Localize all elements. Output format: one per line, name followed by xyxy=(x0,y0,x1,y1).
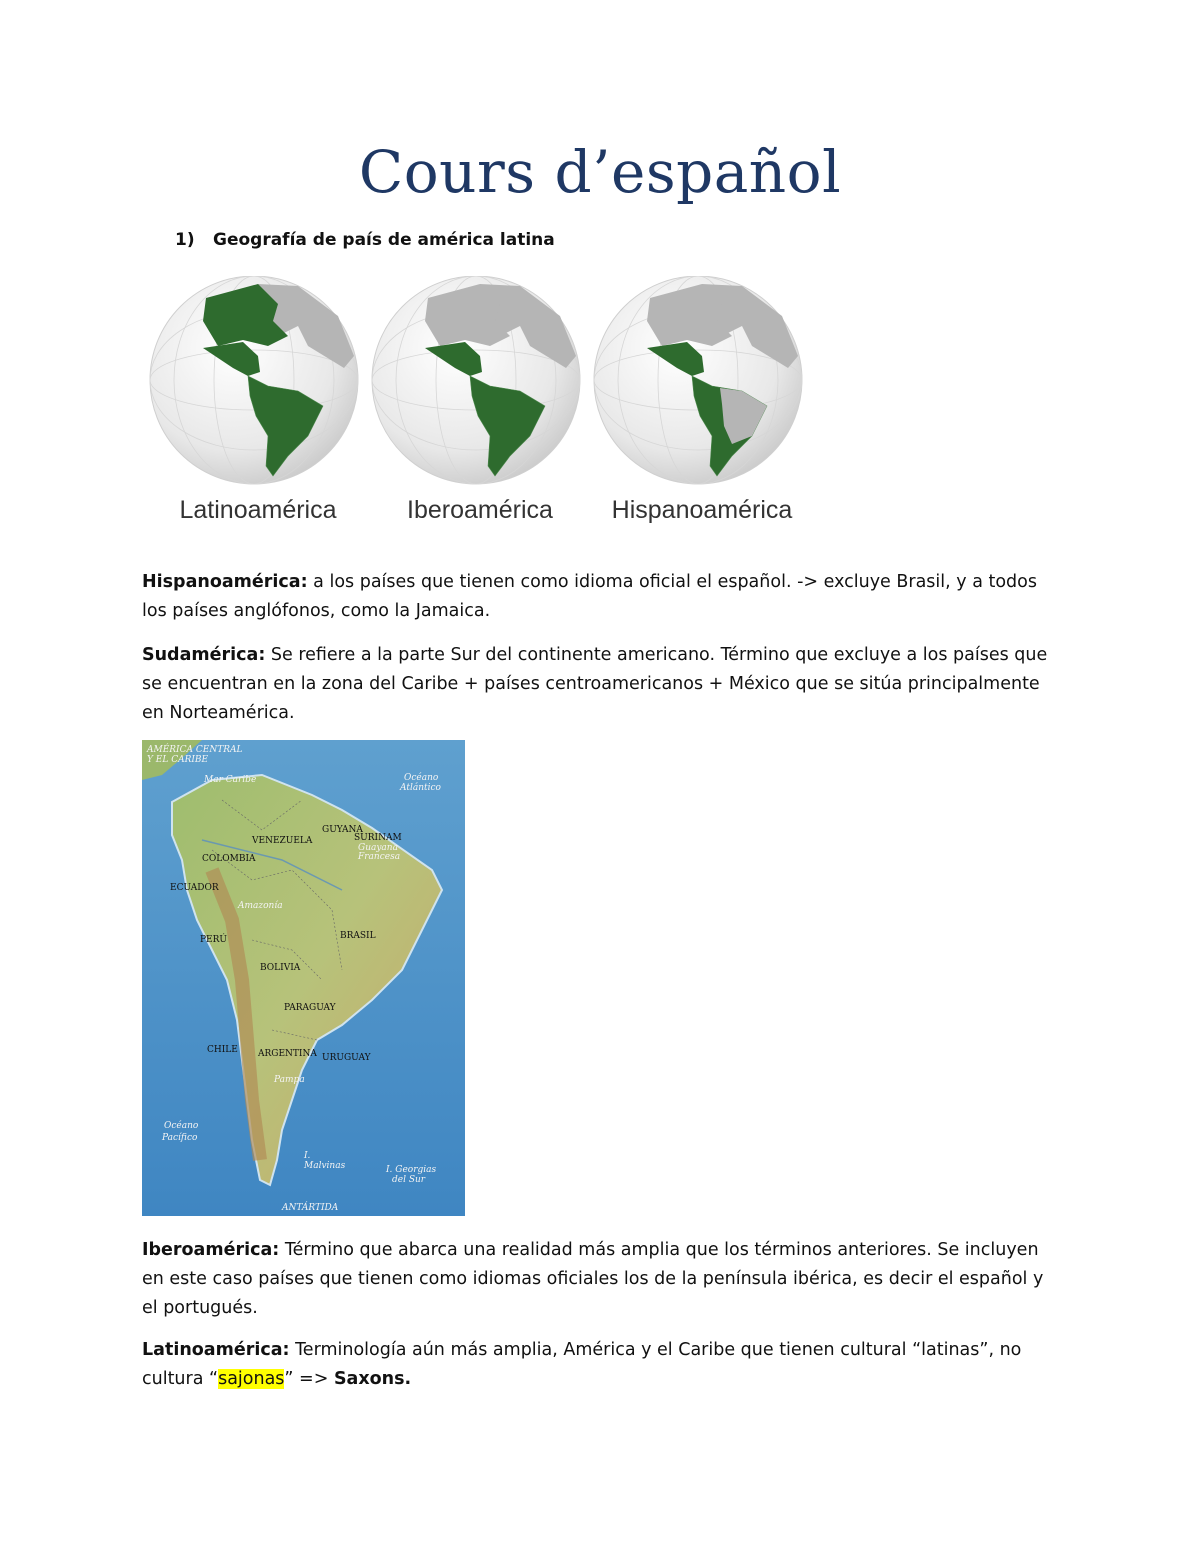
map-label: Malvinas xyxy=(304,1161,346,1171)
globe-latinoamerica-icon xyxy=(148,276,368,486)
map-label: Guayana xyxy=(358,843,398,853)
map-label: ARGENTINA xyxy=(258,1049,317,1059)
globe-label: Iberoamérica xyxy=(407,496,553,524)
map-label: COLOMBIA xyxy=(202,854,256,864)
section-heading-text: Geografía de país de américa latina xyxy=(213,230,555,250)
map-label: GUYANA xyxy=(322,825,363,835)
map-label: PERÚ xyxy=(200,935,227,945)
term-iberoamerica: Iberoamérica: xyxy=(142,1240,280,1260)
paragraph-latinoamerica xyxy=(142,1336,1062,1394)
paragraph-hispanoamerica xyxy=(142,568,1062,626)
definition-text: Terminología aún más amplia, América y el Caribe que tienen cultural “latinas”, no cultura “ xyxy=(142,1340,1022,1389)
map-label: del Sur xyxy=(392,1175,426,1185)
globe-iberoamerica xyxy=(370,276,590,536)
map-label: Francesa xyxy=(358,852,401,862)
definition-text: Se refiere a la parte Sur del continente americano. Término que excluye a los países que se encuentran en la zona del Caribe + países centroamericanos + México que se sitúa principalmente en Norteamérica. xyxy=(142,645,1048,723)
globe-label: Latinoamérica xyxy=(179,496,337,524)
map-label: Océano xyxy=(164,1121,199,1131)
globe-iberoamerica-icon xyxy=(370,276,590,486)
section-heading xyxy=(175,230,555,250)
map-label: Atlántico xyxy=(400,783,441,793)
map-label: Océano xyxy=(404,773,439,783)
map-label: SURINAM xyxy=(354,833,402,843)
south-america-map xyxy=(142,740,465,1216)
map-label: ANTÁRTIDA xyxy=(282,1203,339,1213)
paragraph-iberoamerica xyxy=(142,1236,1062,1323)
term-sudamerica: Sudamérica: xyxy=(142,645,266,665)
map-label: BOLIVIA xyxy=(260,963,301,973)
map-label: Y EL CARIBE xyxy=(147,755,209,765)
highlighted-word: sajonas xyxy=(218,1369,285,1389)
map-label: PARAGUAY xyxy=(284,1003,336,1013)
section-number: 1) xyxy=(175,230,195,250)
paragraph-sudamerica xyxy=(142,641,1062,728)
map-label: AMÉRICA CENTRAL xyxy=(147,745,243,755)
globe-hispanoamerica xyxy=(592,276,812,536)
map-label: VENEZUELA xyxy=(252,836,313,846)
map-label: URUGUAY xyxy=(322,1053,371,1063)
term-hispanoamerica: Hispanoamérica: xyxy=(142,572,308,592)
globes-figure xyxy=(148,276,808,536)
map-image xyxy=(142,740,465,1216)
map-label: Amazonía xyxy=(238,901,283,911)
globe-label: Hispanoamérica xyxy=(611,496,793,524)
map-label: ECUADOR xyxy=(170,883,219,893)
globe-hispanoamerica-icon xyxy=(592,276,812,486)
map-label: I. xyxy=(304,1151,311,1161)
map-label: I. Georgias xyxy=(386,1165,437,1175)
definition-text: a los países que tienen como idioma oficial el español. -> excluye Brasil, y a todos los países anglófonos, como la Jamaica. xyxy=(142,572,1037,621)
definition-text: ” => xyxy=(284,1369,334,1389)
document-title: Cours d’español xyxy=(358,138,842,206)
definition-text: Término que abarca una realidad más amplia que los términos anteriores. Se incluyen en este caso países que tienen como idiomas oficiales los de la península ibérica, es decir el español y el portugués. xyxy=(142,1240,1044,1318)
map-label: Pampa xyxy=(274,1075,305,1085)
map-label: Pacífico xyxy=(162,1133,198,1143)
globe-latinoamerica xyxy=(148,276,368,536)
map-label: CHILE xyxy=(207,1045,238,1055)
bold-word: Saxons. xyxy=(333,1369,412,1389)
term-latinoamerica: Latinoamérica: xyxy=(142,1340,290,1360)
map-label: Mar Caribe xyxy=(204,775,257,785)
map-label: BRASIL xyxy=(340,931,376,941)
